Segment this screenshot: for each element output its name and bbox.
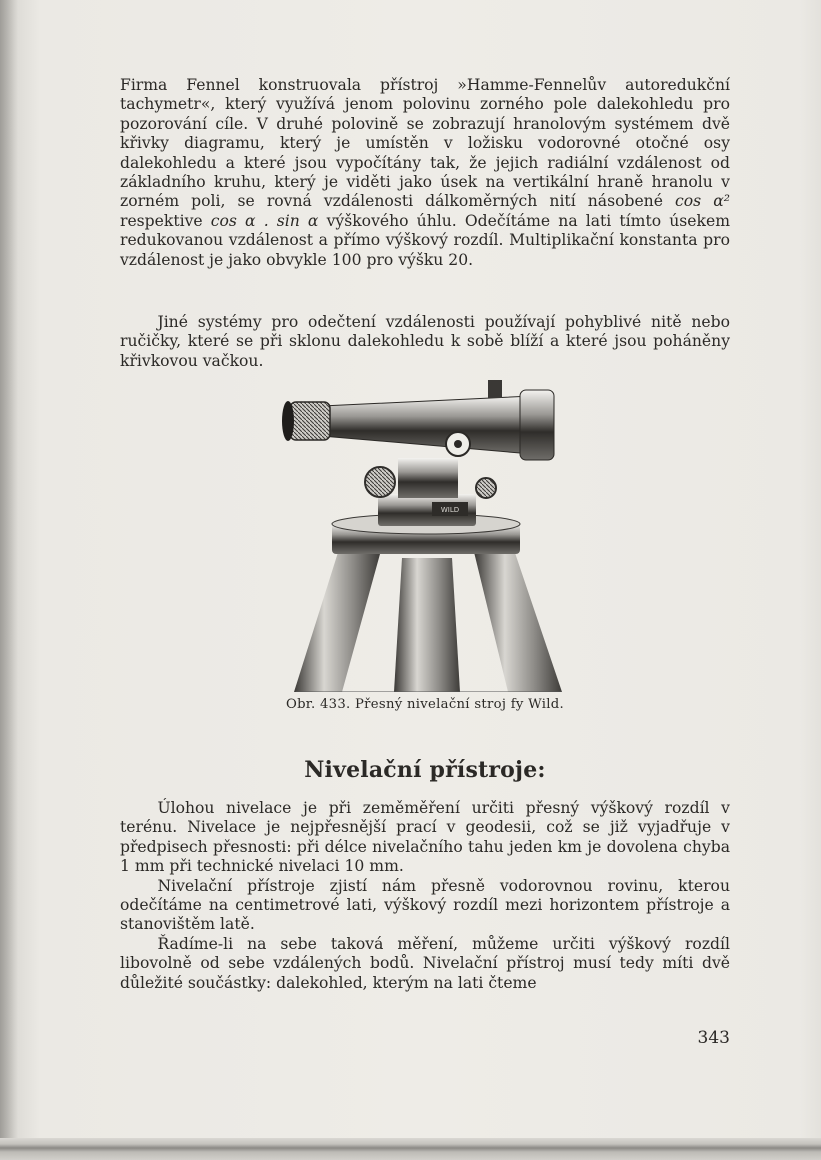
section-heading: Nivelační přístroje: [304, 757, 546, 783]
paragraph-chained-measurements: Řadíme-li na sebe taková měření, můžeme určiti výškový rozdíl libovolně od sebe vzdálených bodů. Nivelační přístroj musí tedy míti dvě důležité součástky: dalekohled, kterým na lati čteme [120, 934, 730, 992]
instrument-column [398, 458, 458, 498]
level-instrument-illustration [262, 376, 582, 692]
focus-knob [365, 467, 395, 497]
eyepiece [290, 402, 330, 440]
formula-cos-squared: cos α² [675, 192, 730, 211]
section-body [120, 799, 730, 993]
page-number: 343 [697, 1028, 730, 1048]
tripod-leg-left [294, 546, 380, 692]
paragraph-tachymeter: Firma Fennel konstruovala přístroj »Hamme-Fennelův autoredukční tachymetr«, který využívá jenom polovinu zorného pole dalekohledu pro pozorování cíle. V druhé polovině se zobrazují hranolovým systémem dvě křivky diagramu, který je umístěn v ložisku vodorovné otočné osy dalekohledu a které jsou vypočítány tak, že jejich radiální vzdálenost od základního kruhu, který je viděti jako úsek na vertikální hraně hranolu v zorném poli, se rovná vzdálenosti dálkoměrných nití násobené cos α² respektive cos α . sin α výškového úhlu. Odečítáme na lati tímto úsekem redukovanou vzdálenost a přímo výškový rozdíl. Multiplikační konstanta pro vzdálenost je jako obvykle 100 pro výšku 20. [120, 76, 730, 269]
objective-ring [520, 390, 554, 460]
tripod-leg-center [394, 558, 460, 692]
svg-text:WILD: WILD [440, 506, 460, 514]
paragraph-levelling-task: Úlohou nivelace je při zeměměření určiti přesný výškový rozdíl v terénu. Nivelace je nejpřesnější prací v geodesii, což se již vyjadřuje v předpisech přesnosti: při délce nivelačního tahu jeden km je dovolena chyba 1 mm při technické nivelaci 10 mm. [120, 799, 730, 876]
telescope-tube [322, 396, 532, 454]
formula-cos-sin: cos α . sin α [210, 211, 319, 230]
sighting-bracket [488, 380, 502, 398]
paragraph-levelling-instruments: Nivelační přístroje zjistí nám přesně vodorovnou rovinu, kterou odečítáme na centimetrové lati, výškový rozdíl mezi horizontem přístroje a stanovištěm latě. [120, 876, 730, 934]
binding-gutter [0, 0, 18, 1160]
figure-caption: Obr. 433. Přesný nivelační stroj fy Wild. [285, 697, 565, 712]
paragraph-other-systems: Jiné systémy pro odečtení vzdálenosti používají pohyblivé nitě nebo ručičky, které se při sklonu dalekohledu k sobě blíží a které jsou poháněny křivkovou vačkou. [120, 313, 730, 370]
tripod-leg-right [474, 544, 562, 692]
tilt-knob [476, 478, 496, 498]
page-bottom-edge [0, 1138, 821, 1160]
